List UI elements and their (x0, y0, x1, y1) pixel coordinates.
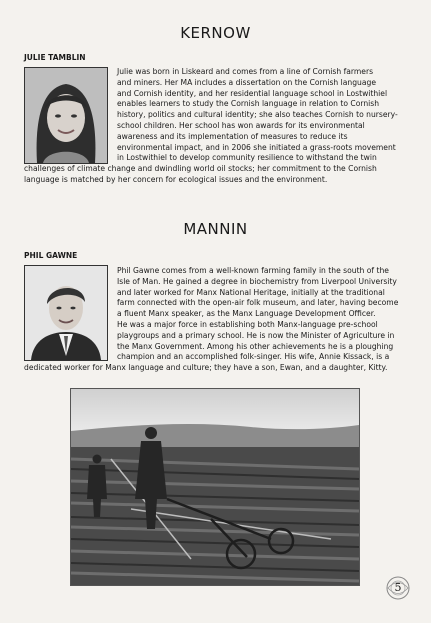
bio-line: a fluent Manx speaker, as the Manx Language Development Officer. (117, 309, 376, 319)
person-name-julie: JULIE TAMBLIN (24, 53, 86, 62)
bio-line: awareness and its implementation of measures to reduce its (117, 131, 348, 141)
bio-line: school children. Her school has won awards for its environmental (117, 120, 365, 130)
bio-line: playgroups and a primary school. He is now the Minister of Agriculture in (117, 330, 395, 340)
section-heading-kernow: KERNOW (180, 24, 251, 42)
portrait-image (25, 266, 107, 360)
bio-line: and later worked for Manx National Heritage, initially at the traditional (117, 287, 385, 297)
bio-paragraph-phil (117, 266, 398, 363)
bio-line: enables learners to study the Cornish language in relation to Cornish (117, 99, 380, 109)
bio-paragraph-julie-continued (24, 164, 377, 186)
bio-line: in Lostwithiel to develop community resilience to withstand the twin (117, 153, 377, 163)
ploughing-image (71, 389, 359, 585)
portrait-photo-phil (24, 265, 108, 361)
bio-line: the Manx Government. Among his other achievements he is a ploughing (117, 341, 394, 351)
bio-paragraph-julie (117, 67, 398, 164)
bio-line: challenges of climate change and dwindling world oil stocks; her commitment to the Cornish (24, 164, 377, 173)
bio-line: history, politics and cultural identity; she also teaches Cornish to nursery- (117, 110, 398, 120)
portrait-photo-julie (24, 67, 108, 164)
bio-line: language is matched by her concern for ecological issues and the environment. (24, 174, 328, 184)
page-number (385, 575, 411, 601)
bio-line: Julie was born in Liskeard and comes from a line of Cornish farmers (117, 67, 374, 76)
bio-line: and miners. Her MA includes a dissertation on the Cornish language (117, 77, 376, 87)
person-name-phil: PHIL GAWNE (24, 251, 78, 260)
bio-line: Isle of Man. He gained a degree in biochemistry from Liverpool University (117, 276, 397, 286)
bio-line: champion and an accomplished folk-singer. His wife, Annie Kissack, is a (117, 352, 390, 362)
page-number-text: 5 (394, 581, 402, 594)
bio-line: dedicated worker for Manx language and culture; they have a son, Ewan, and a daughter, Kitty. (24, 363, 388, 372)
section-heading-mannin: MANNIN (183, 220, 248, 238)
bio-line: and Cornish identity, and her residential language school in Lostwithiel (117, 88, 388, 98)
bio-paragraph-phil-continued (24, 363, 387, 374)
bio-line: Phil Gawne comes from a well-known farming family in the south of the (117, 266, 389, 275)
ploughing-photo (70, 388, 360, 586)
bio-line: He was a major force in establishing both Manx-language pre-school (117, 319, 378, 329)
bio-line: farm connected with the open-air folk museum, and later, having become (117, 298, 399, 308)
portrait-image (25, 68, 107, 163)
bio-line: environmental impact, and in 2006 she initiated a grass-roots movement (117, 142, 396, 152)
